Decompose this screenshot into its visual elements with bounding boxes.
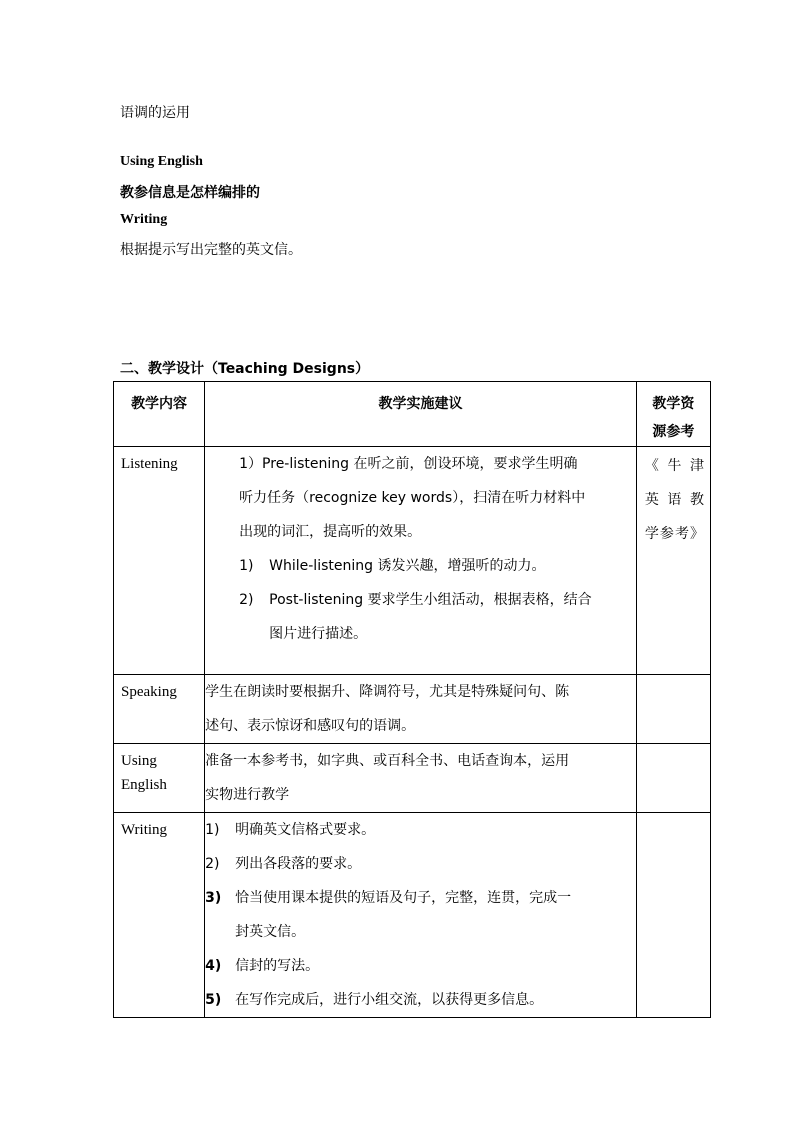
writing-suggestions bbox=[205, 813, 637, 1018]
table-row bbox=[114, 675, 711, 744]
list-item: 1) 明确英文信格式要求。 bbox=[205, 822, 376, 838]
header-suggestions: 教学实施建议 bbox=[205, 382, 637, 447]
heading-writing: Writing bbox=[120, 212, 168, 227]
header-resources: 教学资 源参考 bbox=[636, 382, 710, 447]
teaching-design-table bbox=[113, 381, 711, 1018]
list-item: 1) While-listening 诱发兴趣，增强听的动力。 bbox=[239, 558, 546, 574]
row-label-using-english: Using English bbox=[114, 744, 205, 813]
heading-how-arranged: 教参信息是怎样编排的 bbox=[120, 185, 260, 201]
row-label-writing: Writing bbox=[114, 813, 205, 1018]
table-row bbox=[114, 813, 711, 1018]
list-item: 封英文信。 bbox=[235, 924, 306, 940]
heading-using-english: Using English bbox=[120, 154, 203, 169]
list-item: 2) Post-listening 要求学生小组活动，根据表格，结合 bbox=[239, 592, 592, 608]
list-item: 3) 恰当使用课本提供的短语及句子，完整，连贯，完成一 bbox=[205, 890, 572, 906]
list-item: 4) 信封的写法。 bbox=[205, 958, 320, 974]
table-row bbox=[114, 447, 711, 675]
section-title: 二、教学设计（Teaching Designs） bbox=[120, 361, 370, 377]
empty-cell bbox=[636, 813, 710, 1018]
row-label-speaking: Speaking bbox=[114, 675, 205, 744]
speaking-suggestions: 学生在朗读时要根据升、降调符号，尤其是特殊疑问句、陈 述句、表示惊讶和感叹句的语调。 bbox=[205, 675, 637, 744]
writing-prompt: 根据提示写出完整的英文信。 bbox=[120, 242, 302, 258]
resource-reference: 《 牛 津 英 语 教 学参考》 bbox=[636, 447, 710, 675]
table-header-row bbox=[114, 382, 711, 447]
list-item: 2) 列出各段落的要求。 bbox=[205, 856, 362, 872]
using-english-suggestions: 准备一本参考书，如字典、或百科全书、电话查询本，运用 实物进行教学 bbox=[205, 744, 637, 813]
table-row bbox=[114, 744, 711, 813]
listening-suggestions: 1）Pre-listening 在听之前，创设环境，要求学生明确 听力任务（recognize key words），扫清在听力材料中 出现的词汇，提高听的效果。 1) While-listening 诱发兴趣，增强听的动力。 2) Post-listening 要求学生小组活动，根据表格，结合 图片进行描述。 bbox=[205, 447, 637, 675]
list-item: 5) 在写作完成后，进行小组交流，以获得更多信息。 bbox=[205, 992, 544, 1008]
empty-cell bbox=[636, 744, 710, 813]
intro-line: 语调的运用 bbox=[120, 105, 190, 121]
row-label-listening: Listening bbox=[114, 447, 205, 675]
header-content: 教学内容 bbox=[114, 382, 205, 447]
empty-cell bbox=[636, 675, 710, 744]
